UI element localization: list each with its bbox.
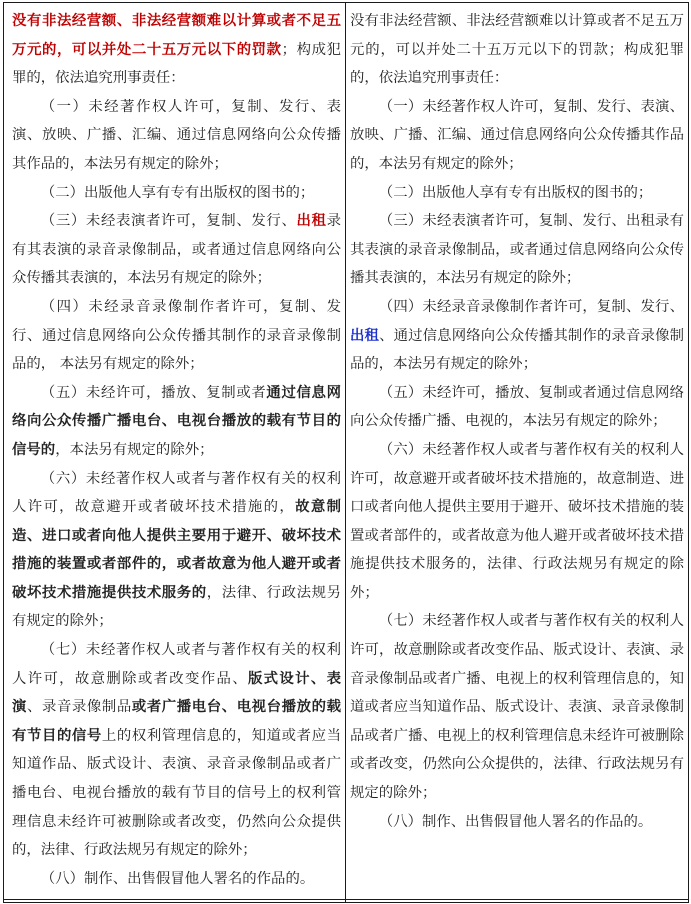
highlighted-text: 没有非法经营额、非法经营额难以计算或者不足五万元的，可以并处二十五万元以下的罚款 (12, 13, 341, 58)
right-clause-3: （三）未经表演者许可，复制、发行、出租录有其表演的录音录像制品，或者通过信息网络向公众传播其表演的，本法另有规定的除外； (350, 213, 684, 287)
right-paragraph-intro: 没有非法经营额、非法经营额难以计算或者不足五万元的，可以并处二十五万元以下的罚款；构成犯罪的，依法追究刑事责任： (350, 13, 684, 87)
left-clause-3: （三）未经表演者许可，复制、发行、出租录有其表演的录音录像制品，或者通过信息网络向公众传播其表演的，本法另有规定的除外； (12, 213, 341, 287)
right-column-old-text (346, 3, 688, 902)
left-clause-2: （二）出版他人享有专有出版权的图书的； (40, 184, 315, 201)
left-clause-1: （一）未经著作权人许可，复制、发行、表演、放映、广播、汇编、通过信息网络向公众传播其作品的，本法另有规定的除外； (12, 98, 341, 172)
left-paragraph-intro: 没有非法经营额、非法经营额难以计算或者不足五万元的，可以并处二十五万元以下的罚款；构成犯罪的，依法追究刑事责任： (12, 13, 341, 87)
left-clause-6: （六）未经著作权人或者与著作权有关的权利人许可，故意避开或者破坏技术措施的，故意制造、进口或者向他人提供主要用于避开、破坏技术措施的装置或者部件的，或者故意为他人避开或者破坏技术措施提供技术服务的，法律、行政法规另有规定的除外； (12, 470, 341, 630)
right-clause-8: （八）制作、出售假冒他人署名的作品的。 (378, 813, 653, 830)
highlighted-text: 出租 (296, 213, 327, 230)
left-clause-4: （四）未经录音录像制作者许可，复制、发行、通过信息网络向公众传播其制作的录音录像制品的， 本法另有规定的除外； (12, 298, 341, 373)
blue-highlighted-text: 出租 (350, 327, 380, 344)
right-clause-6: （六）未经著作权人或者与著作权有关的权利人许可，故意避开或者破坏技术措施的，故意制造、进口或者向他人提供主要用于避开、破坏技术措施的装置或者部件的，或者故意为他人避开或者破坏技术措施提供技术服务的，法律、行政法规另有规定的除外； (350, 441, 684, 601)
left-clause-7: （七）未经著作权人或者与著作权有关的权利人许可，故意删除或者改变作品、版式设计、表演、录音录像制品或者广播电台、电视台播放的载有节目的信号上的权利管理信息的，知道或者应当知道作品、版式设计、表演、录音录像制品或者广播电台、电视台播放的载有节目的信号上的权利管理信息未经许可被删除或者改变，仍然向公众提供的，法律、行政法规另有规定的除外； (12, 642, 341, 859)
right-clause-4: （四）未经录音录像制作者许可，复制、发行、出租、通过信息网络向公众传播其制作的录音录像制品的，本法另有规定的除外； (350, 298, 684, 373)
right-clause-5: （五）未经许可，播放、复制或者通过信息网络向公众传播广播、电视的，本法另有规定的除外； (350, 384, 684, 430)
left-column-new-text (4, 3, 346, 902)
right-clause-2: （二）出版他人享有专有出版权的图书的； (378, 184, 653, 201)
comparison-table (3, 2, 689, 903)
left-clause-8: （八）制作、出售假冒他人署名的作品的。 (40, 870, 315, 887)
right-clause-7: （七）未经著作权人或者与著作权有关的权利人许可，故意删除或者改变作品、版式设计、表演、录音录像制品或者广播、电视上的权利管理信息的，知道或者应当知道作品、版式设计、表演、录音录像制品或者广播、电视上的权利管理信息未经许可被删除或者改变，仍然向公众提供的，法律、行政法规另有规定的除外； (350, 613, 684, 802)
bold-text: 故意制造、进口或者向他人提供主要用于避开、破坏技术措施的装置或者部件的，或者故意为他人避开或者破坏技术措施提供技术服务的 (12, 499, 341, 601)
bold-text: 通过信息网络向公众传播广播电台、电视台播放的载有节目的信号的 (12, 384, 341, 458)
right-clause-1: （一）未经著作权人许可，复制、发行、表演、放映、广播、汇编、通过信息网络向公众传播其作品的，本法另有规定的除外； (350, 98, 684, 172)
left-clause-5: （五）未经许可，播放、复制或者通过信息网络向公众传播广播电台、电视台播放的载有节目的信号的，本法另有规定的除外； (12, 384, 341, 458)
table-bottom-rule (4, 899, 688, 900)
bold-text: 或者广播电台、电视台播放的载有节目的信号 (12, 699, 341, 744)
bold-text: 版式设计、表演 (12, 670, 341, 716)
